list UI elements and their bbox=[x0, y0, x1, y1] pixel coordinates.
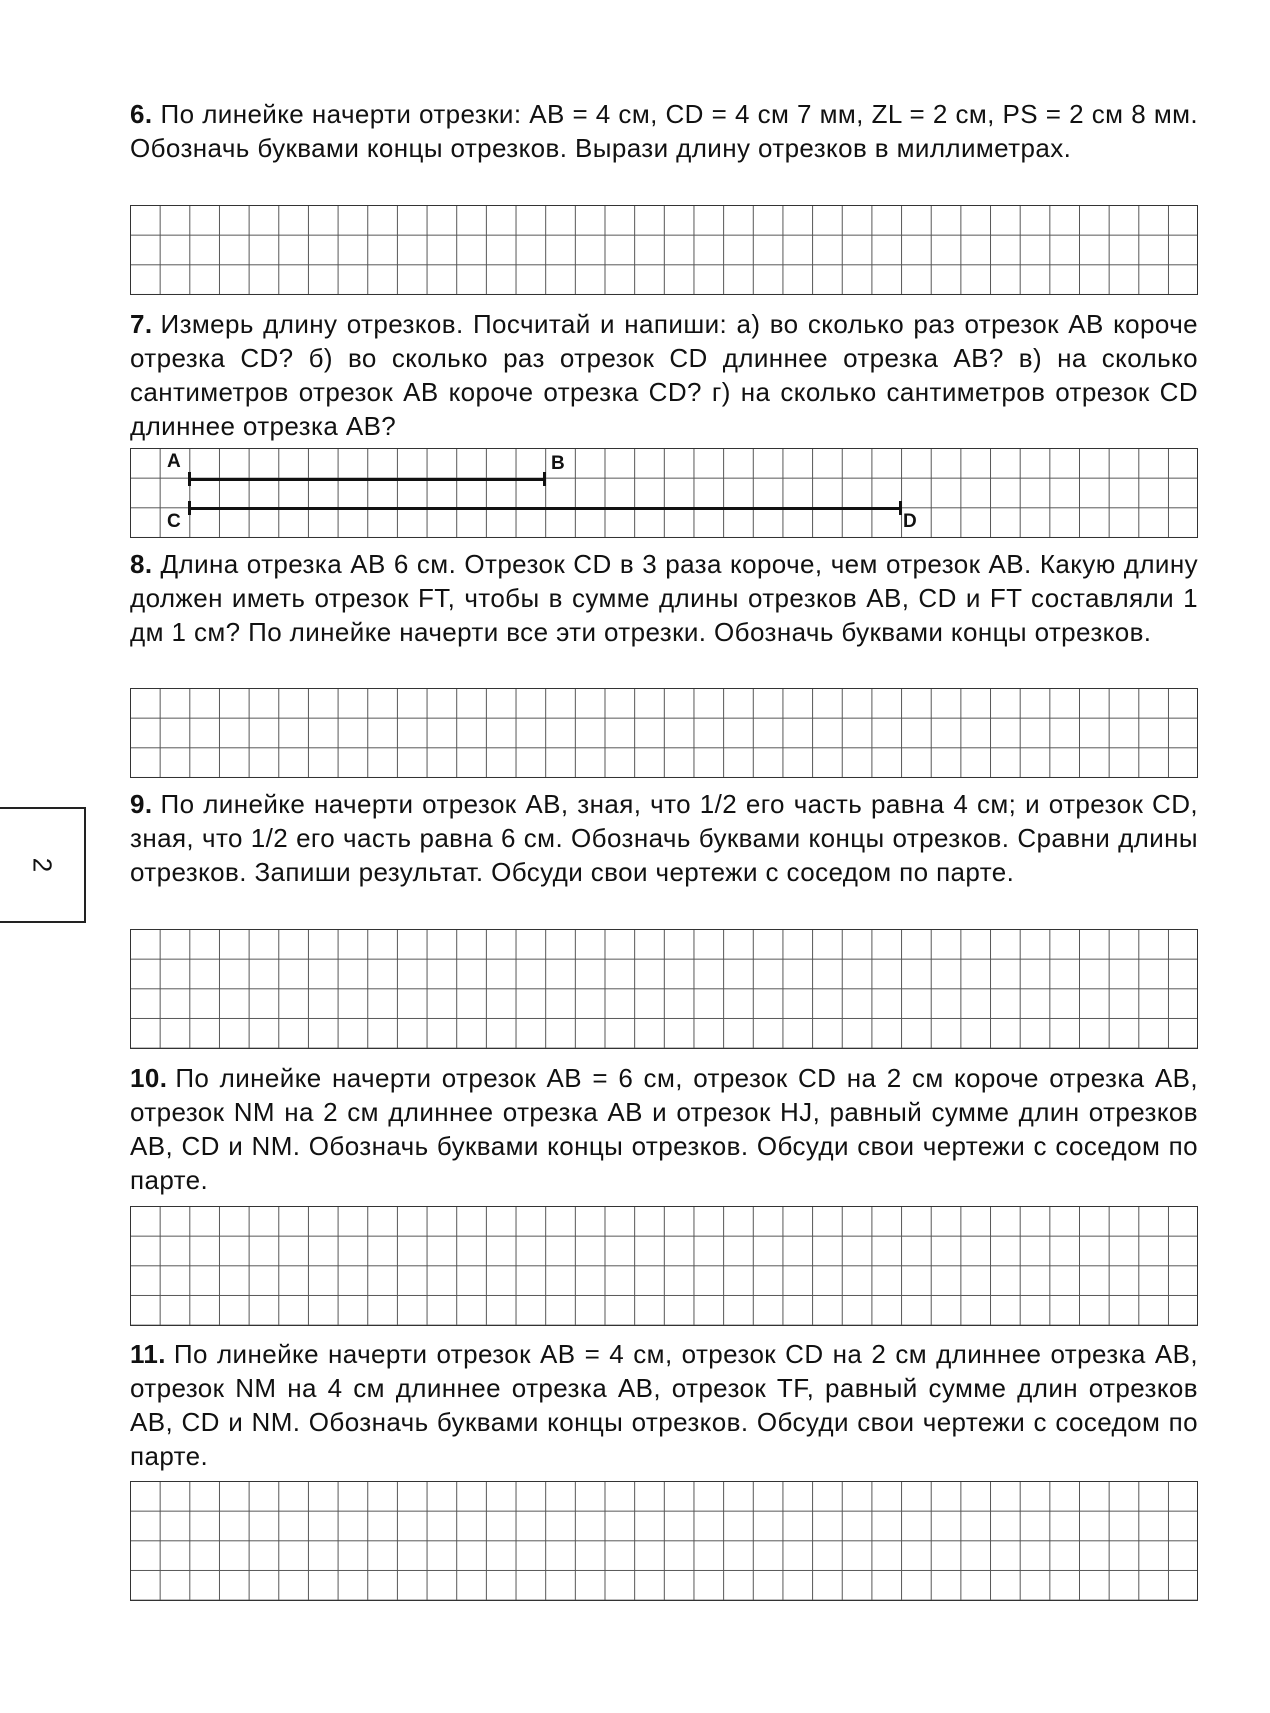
tick-c bbox=[188, 501, 191, 515]
task-text: По линейке начерти отрезок AB = 6 см, отрезок CD на 2 см короче отрезка AB, отрезок NM на 2 см длиннее отрезка AB и отрезок HJ, равный сумме длин отрезков AB, CD и NM. Обозначь буквами концы отрезков. Обсуди свои чертежи с соседом по парте. bbox=[130, 1063, 1198, 1195]
page-number-tab bbox=[0, 807, 86, 923]
tick-a bbox=[188, 472, 191, 486]
grid-task-8[interactable] bbox=[130, 688, 1198, 778]
task-number: 7. bbox=[130, 309, 153, 339]
task-8 bbox=[130, 547, 1198, 649]
task-text: Длина отрезка AB 6 см. Отрезок CD в 3 раза короче, чем отрезок AB. Какую длину должен иметь отрезок FT, чтобы в сумме длины отрезков AB, CD и FT составляли 1 дм 1 см? По линейке начерти все эти отрезки. Обозначь буквами концы отрезков. bbox=[130, 549, 1198, 647]
task-text: Измерь длину отрезков. Посчитай и напиши: а) во сколько раз отрезок AB короче отрезка CD? б) во сколько раз отрезок CD длиннее отрезка AB? в) на сколько сантиметров отрезок AB короче отрезка CD? г) на сколько сантиметров отрезок CD длиннее отрезка AB? bbox=[130, 309, 1198, 441]
task-text: По линейке начерти отрезок AB = 4 см, отрезок CD на 2 см длиннее отрезка AB, отрезок NM на 4 см длиннее отрезка AB, отрезок TF, равный сумме длин отрезков AB, CD и NM. Обозначь буквами концы отрезков. Обсуди свои чертежи с соседом по парте. bbox=[130, 1339, 1198, 1471]
segment-cd bbox=[189, 507, 901, 510]
point-label-a: A bbox=[167, 451, 181, 472]
segment-ab bbox=[189, 478, 545, 481]
task-number: 8. bbox=[130, 549, 153, 579]
task-number: 9. bbox=[130, 789, 153, 819]
point-label-b: B bbox=[551, 453, 565, 474]
page-number: 2 bbox=[27, 857, 58, 873]
task-6 bbox=[130, 97, 1198, 165]
task-9 bbox=[130, 787, 1198, 889]
grid-task-11[interactable] bbox=[130, 1481, 1198, 1601]
task-number: 10. bbox=[130, 1063, 168, 1093]
grid-task-6[interactable] bbox=[130, 205, 1198, 295]
task-11 bbox=[130, 1337, 1198, 1473]
task-text: По линейке начерти отрезки: AB = 4 см, CD = 4 см 7 мм, ZL = 2 см, PS = 2 см 8 мм. Обозначь буквами концы отрезков. Вырази длину отрезков в миллиметрах. bbox=[130, 99, 1198, 163]
point-label-d: D bbox=[903, 511, 917, 532]
grid-task-7 bbox=[130, 448, 1198, 538]
tick-b bbox=[543, 472, 546, 486]
task-text: По линейке начерти отрезок AB, зная, что 1/2 его часть равна 4 см; и отрезок CD, зная, что 1/2 его часть равна 6 см. Обозначь буквами концы отрезков. Сравни длины отрезков. Запиши результат. Обсуди свои чертежи с соседом по парте. bbox=[130, 789, 1198, 887]
task-number: 11. bbox=[130, 1339, 166, 1369]
task-number: 6. bbox=[130, 99, 153, 129]
tick-d bbox=[899, 501, 902, 515]
task-10 bbox=[130, 1061, 1198, 1197]
grid-task-10[interactable] bbox=[130, 1206, 1198, 1326]
grid-task-9[interactable] bbox=[130, 929, 1198, 1049]
point-label-c: C bbox=[167, 511, 181, 532]
task-7 bbox=[130, 307, 1198, 443]
